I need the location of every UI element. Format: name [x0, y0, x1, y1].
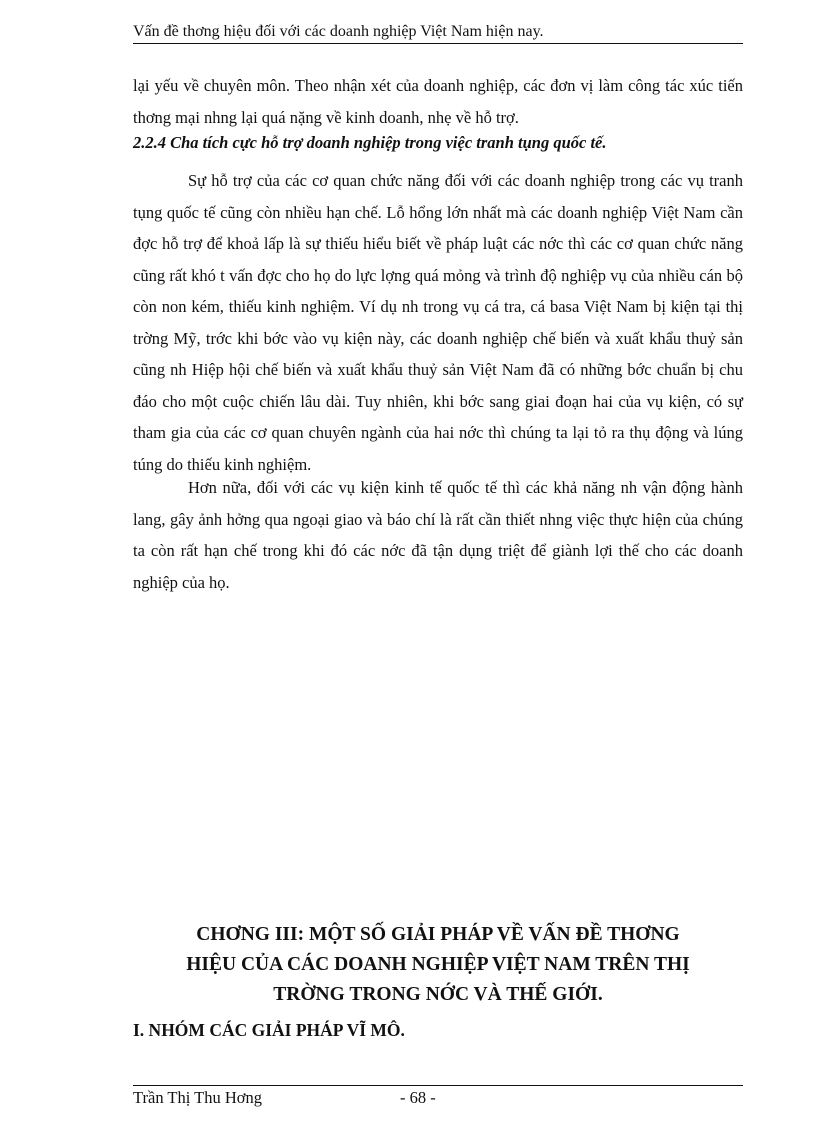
paragraph-lobbying: Hơn nữa, đối với các vụ kiện kinh tế quốc tế thì các khả năng nh vận động hành lang, gây ảnh hởng qua ngoại giao và báo chí là rất cần thiết nhng việc thực hiện của chúng ta còn rất hạn chế trong khi đó các nớc đã tận dụng triệt để giành lợi thế cho các doanh nghiệp của họ. [133, 478, 743, 592]
paragraph-support: Sự hỗ trợ của các cơ quan chức năng đối với các doanh nghiệp trong các vụ tranh tụng quốc tế cũng còn nhiều hạn chế. Lỗ hổng lớn nhất mà các doanh nghiệp Việt Nam cần đợc hỗ trợ để khoả lấp là sự thiếu hiểu biết về pháp luật các nớc thì các cơ quan chức năng cũng rất khó t vấn đợc cho họ do lực lợng quá mỏng và trình độ nghiệp vụ của nhiều cán bộ còn non kém, thiếu kinh nghiệm. Ví dụ nh trong vụ cá tra, cá basa Việt Nam bị kiện tại thị trờng Mỹ, trớc khi bớc vào vụ kiện này, các doanh nghiệp chế biến và xuất khẩu thuỷ sản cũng nh Hiệp hội chế biến và xuất khẩu thuỷ sản Việt Nam đã có những bớc chuẩn bị chu đáo cho một cuộc chiến lâu dài. Tuy nhiên, khi bớc sang giai đoạn hai của vụ kiện, có sự tham gia của các cơ quan chuyên ngành của hai nớc thì chúng ta lại tỏ ra thụ động và lúng túng do thiếu kinh nghiệm. [133, 171, 743, 474]
subsection-heading: I. NHÓM CÁC GIẢI PHÁP VĨ MÔ. [133, 1020, 405, 1040]
footer-author: Trần Thị Thu Hơng [133, 1088, 262, 1107]
chapter-title-line-3: TRỜNG TRONG NỚC VÀ THẾ GIỚI. [273, 984, 603, 1005]
page-number: - 68 - [400, 1088, 436, 1107]
chapter-title-line-1: CHƠNG III: MỘT SỐ GIẢI PHÁP VỀ VẤN ĐỀ THƠNG [196, 924, 680, 945]
section-heading: 2.2.4 Cha tích cực hỗ trợ doanh nghiệp trong việc tranh tụng quốc tế. [133, 133, 607, 152]
footer-divider [133, 1085, 743, 1086]
chapter-title-line-2: HIỆU CỦA CÁC DOANH NGHIỆP VIỆT NAM TRÊN THỊ [186, 954, 690, 975]
paragraph-continuation: lại yếu về chuyên môn. Theo nhận xét của doanh nghiệp, các đơn vị làm công tác xúc tiến thơng mại nhng lại quá nặng về kinh doanh, nhẹ về hỗ trợ. [133, 76, 743, 127]
chapter-title [133, 920, 743, 1010]
running-header: Vấn đề thơng hiệu đối với các doanh nghiệp Việt Nam hiện nay. [133, 22, 743, 44]
